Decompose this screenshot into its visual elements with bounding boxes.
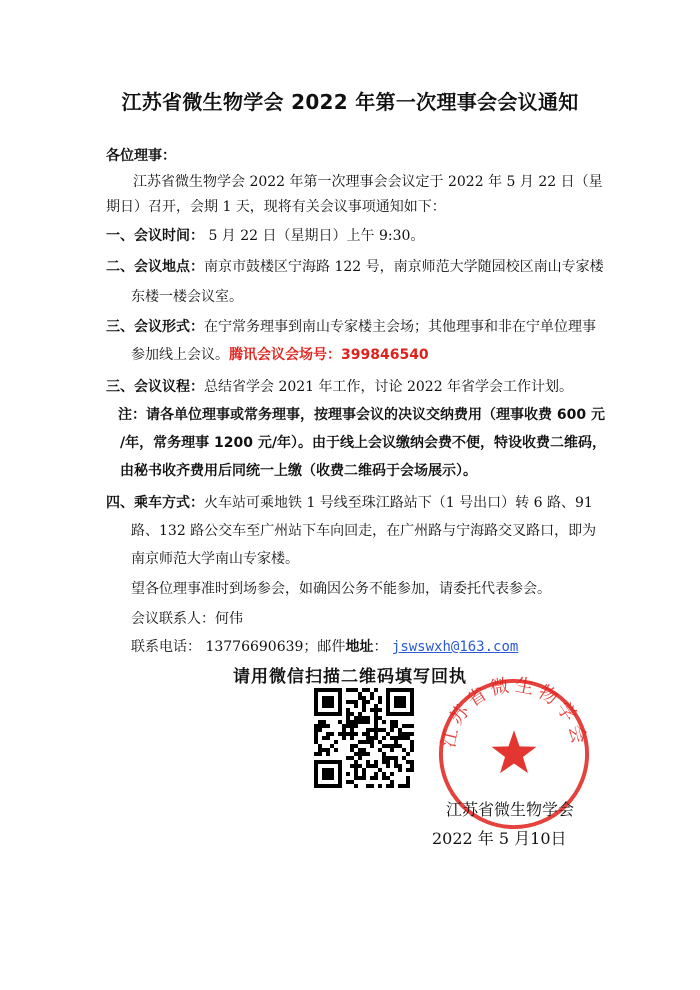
contact-address-label: 地址 [345, 639, 374, 655]
contact-person: 会议联系人：何伟 [131, 611, 243, 627]
signature-org: 江苏省微生物学会 [446, 800, 575, 819]
transport-line-2: 路、132 路公交车至广州站下车向回走，在广州路与宁海路交叉路口，即为 [131, 523, 597, 539]
meeting-place-line-1: 南京市鼓楼区宁海路 122 号，南京师范大学随园校区南山专家楼 [204, 259, 604, 275]
transport-label: 四、乘车方式： [106, 495, 204, 511]
svg-text:江苏省微生物学会: 江苏省微生物学会 [438, 675, 590, 750]
contact-phone: 联系电话： 13776690639；邮件 [131, 639, 346, 655]
transport-line-3: 南京师范大学南山专家楼。 [131, 551, 299, 567]
email-link[interactable]: jswswxh@163.com [391, 639, 519, 655]
meeting-form-line-2-wrap [131, 346, 429, 364]
meeting-place-label: 二、会议地点： [106, 259, 204, 275]
transport-line-1: 火车站可乘地铁 1 号线至珠江路站下（1 号出口）转 6 路、91 [204, 495, 593, 511]
tencent-meeting-id: 腾讯会议会场号：399846540 [229, 347, 429, 363]
page-title: 江苏省微生物学会 2022 年第一次理事会会议通知 [121, 90, 579, 114]
transport [106, 494, 593, 512]
meeting-form [106, 318, 596, 336]
meeting-agenda [106, 378, 573, 396]
contact-phone-email [131, 638, 518, 656]
meeting-time-value: 5 月 22 日（星期日）上午 9:30。 [204, 228, 425, 244]
seal-star-icon [491, 730, 536, 773]
closing-text: 望各位理事准时到场参会，如确因公务不能参加，请委托代表参会。 [131, 581, 551, 597]
contact-colon: ： [373, 639, 388, 655]
meeting-agenda-label: 三、会议议程： [106, 379, 204, 395]
intro-line-1: 江苏省微生物学会 2022 年第一次理事会会议定于 2022 年 5 月 22 日（星 [133, 174, 603, 190]
salutation: 各位理事： [106, 148, 176, 164]
signature-date: 2022 年 5 月10日 [432, 829, 567, 848]
qr-code[interactable] [314, 688, 414, 788]
meeting-time-label: 一、会议时间： [106, 228, 204, 244]
note-line-1: 注：请各单位理事或常务理事，按理事会议的决议交纳费用（理事收费 600 元 [118, 407, 605, 423]
meeting-form-label: 三、会议形式： [106, 319, 204, 335]
meeting-place-line-2: 东楼一楼会议室。 [131, 289, 243, 305]
note-line-2: /年，常务理事 1200 元/年）。由于线上会议缴纳会费不便，特设收费二维码， [120, 435, 606, 451]
meeting-form-line-1: 在宁常务理事到南山专家楼主会场；其他理事和非在宁单位理事 [204, 319, 596, 335]
meeting-time [106, 227, 424, 245]
meeting-form-line-2: 参加线上会议。 [131, 347, 229, 363]
meeting-agenda-value: 总结省学会 2021 年工作，讨论 2022 年省学会工作计划。 [204, 379, 574, 395]
meeting-place [106, 258, 604, 276]
qr-caption: 请用微信扫描二维码填写回执 [233, 667, 467, 687]
note-line-3: 由秘书收齐费用后同统一上缴（收费二维码于会场展示）。 [120, 463, 477, 479]
intro-line-2: 期日）召开，会期 1 天，现将有关会议事项通知如下： [106, 199, 446, 215]
